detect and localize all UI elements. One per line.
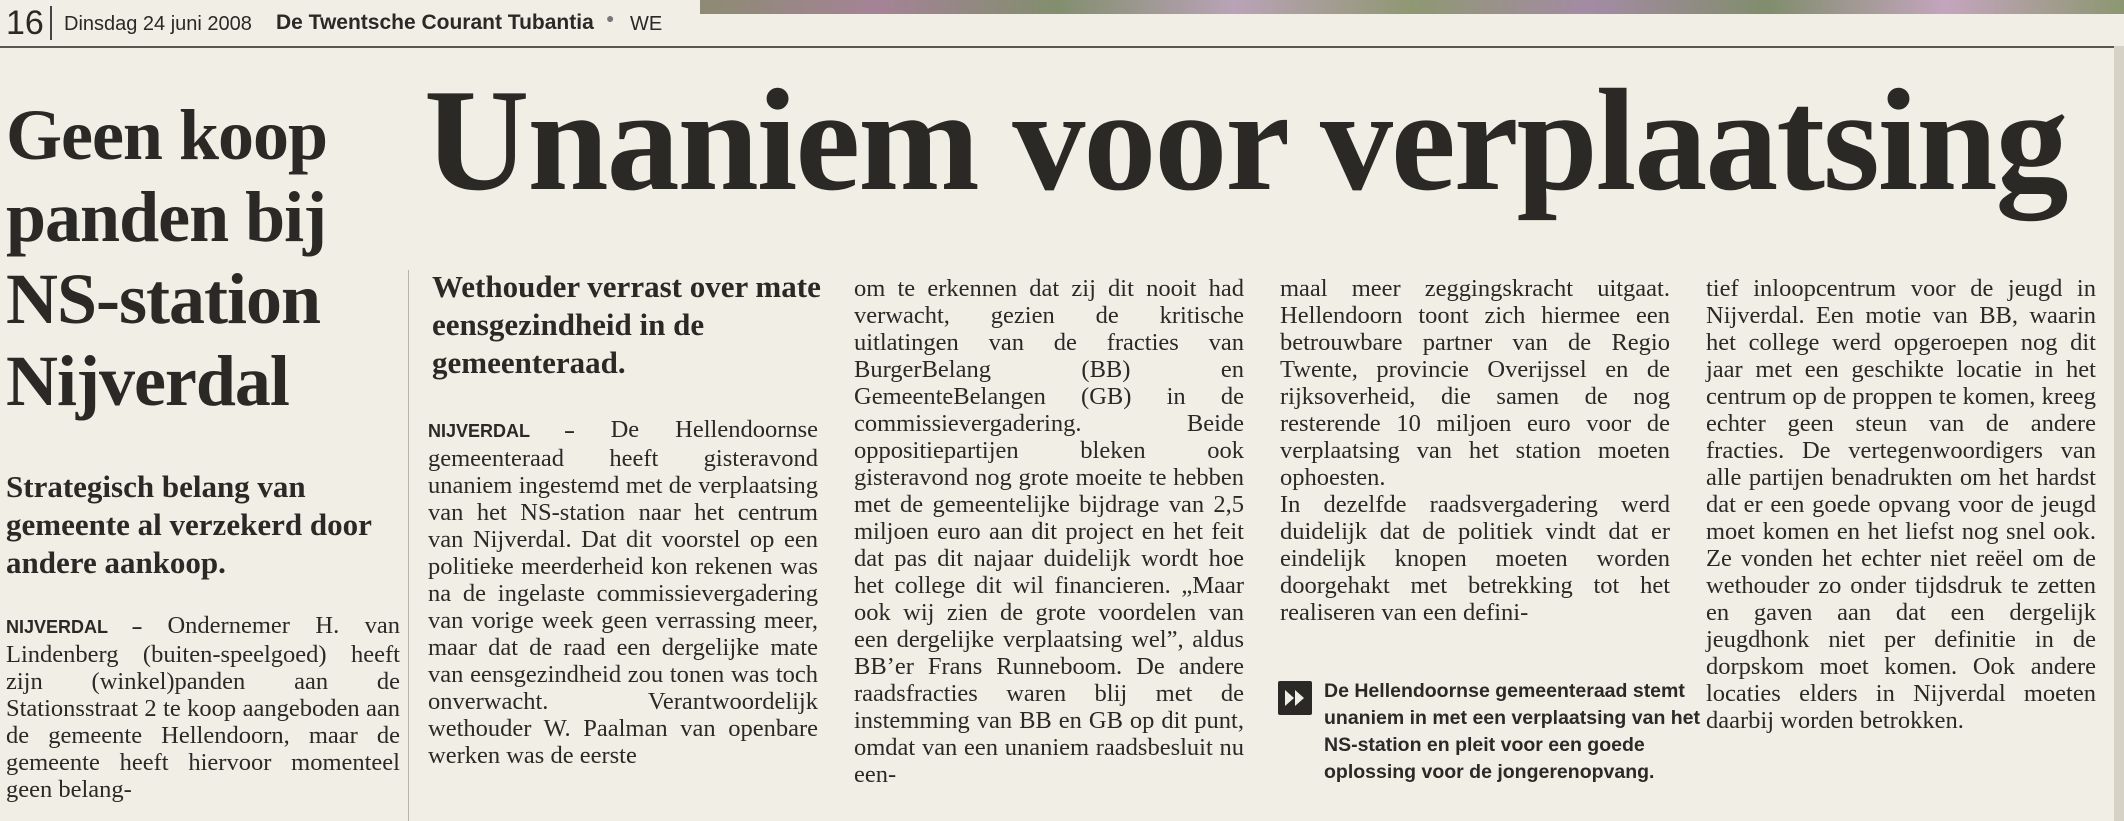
left-subhead: Strategisch belang van gemeente al verzekerd door andere aankoop. — [6, 469, 372, 580]
main-column-3: maal meer zeggingskracht uitgaat. Hellendoorn toont zich hiermee een betrouwbare partner van de Regio Twente, provincie Overijssel en de rijksoverheid, die samen de nog resterende 10 miljoen euro voor de verplaatsing van het station moeten ophoesten. In dezelfde raadsvergadering werd duidelijk dat de politiek vindt dat er eindelijk knopen moeten worden doorgehakt met betrekking tot het realiseren van een defini- — [1280, 275, 1670, 626]
left-body — [6, 612, 400, 803]
left-body-text: Ondernemer H. van Lindenberg (buiten-speelgoed) heeft zijn (winkel)panden aan de Stationsstraat 2 te koop aangeboden aan de gemeente Hellendoorn, maar de gemeente heeft hiervoor momenteel geen belang- — [6, 612, 401, 803]
page-edge — [2114, 46, 2124, 821]
bullet-icon: ● — [606, 12, 615, 27]
main-headline: Unaniem voor verplaatsing — [424, 59, 2067, 221]
page-number: 16 — [6, 4, 44, 42]
main-column-1-text: De Hellendoornse gemeenteraad heeft gisteravond unaniem ingestemd met de verplaatsing van het NS-station naar het centrum van Nijverdal. Dat dit voorstel op een politieke meerderheid kon rekenen was na de ingelaste commissievergadering van vorige week geen verrassing meer, maar dat de raad een dergelijke mate van eensgezindheid zou tonen was toch onverwacht. Verantwoordelijk wethouder W. Paalman van openbare werken was de eerste — [428, 416, 819, 769]
issue-date: Dinsdag 24 juni 2008 — [64, 13, 252, 35]
page-header — [0, 0, 2124, 48]
header-divider — [50, 6, 52, 40]
newspaper-name: De Twentsche Courant Tubantia — [276, 11, 594, 34]
main-dateline: NIJVERDAL – — [428, 421, 575, 441]
column-divider — [408, 270, 409, 821]
flower-photo-strip — [700, 0, 2124, 14]
left-dateline: NIJVERDAL – — [6, 617, 143, 637]
left-article — [0, 52, 400, 821]
section-label: WE — [630, 13, 663, 35]
pull-quote: De Hellendoornse gemeenteraad stemt unaniem in met een verplaatsing van het NS-station en pleit voor een goede oplossing voor de jongerenopvang. — [1324, 680, 1701, 783]
main-subhead: Wethouder verrast over mate eensgezindheid in de gemeenteraad. — [432, 269, 821, 380]
fast-forward-icon — [1278, 681, 1312, 715]
main-column-4: tief inloopcentrum voor de jeugd in Nijverdal. Een motie van BB, waarin het college werd opgeroepen nog dit jaar met een geschikte locatie in het centrum op de proppen te komen, kreeg echter geen steun van de andere fracties. De vertegenwoordigers van alle partijen benadrukten om het hardst dat er een goede opvang voor de jeugd moet komen en het liefst nog snel ook. Ze vonden het echter niet reëel om de wethouder zo onder tijdsdruk te zetten en gaven aan dat een dergelijk jeugdhonk niet per definitie in de dorpskom moet komen. Ook andere locaties elders in Nijverdal moeten daarbij worden betrokken. — [1706, 275, 2096, 734]
main-column-2: om te erkennen dat zij dit nooit had verwacht, gezien de kritische uitlatingen van de fracties van BurgerBelang (BB) en GemeenteBelangen (GB) in de commissievergadering. Beide oppositiepartijen bleken ook gisteravond nog grote moeite te hebben met de gemeentelijke bijdrage van 2,5 miljoen euro aan dit project en het feit dat pas dit najaar duidelijk wordt hoe het college dit wil financieren. „Maar ook wij zien de grote voordelen van een dergelijke verplaatsing wel”, aldus BB’er Frans Runneboom. De andere raadsfracties waren blij met de instemming van BB en GB op dit punt, omdat van een unaniem raadsbesluit nu een- — [854, 275, 1244, 788]
main-column-1 — [428, 416, 818, 769]
left-headline: Geen koop panden bij NS-station Nijverdal — [6, 95, 328, 421]
